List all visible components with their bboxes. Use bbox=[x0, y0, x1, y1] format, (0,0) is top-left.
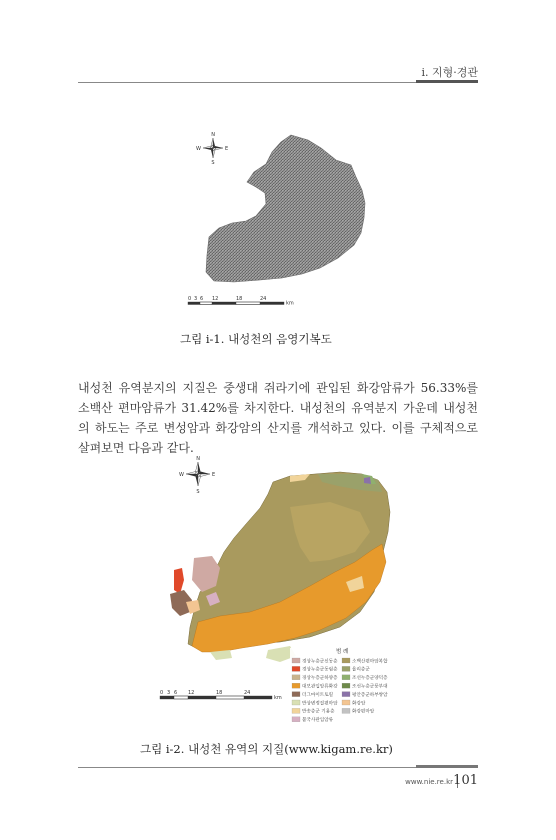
legend-label: 대보관입암류화강 bbox=[302, 684, 338, 690]
legend-label: 반상변정질편마암 bbox=[302, 701, 338, 707]
legend-label: 조선누층군양덕층 bbox=[352, 676, 388, 682]
legend-label: 경상누층군동림층 bbox=[302, 667, 338, 673]
legend-swatch bbox=[342, 658, 350, 663]
compass-s-label: S bbox=[211, 160, 215, 166]
legend-label: 화강편마암 bbox=[352, 709, 375, 715]
compass-e-label: E bbox=[212, 472, 216, 478]
svg-text:0: 0 bbox=[188, 296, 192, 302]
compass-n-label: N bbox=[196, 456, 200, 462]
legend-swatch bbox=[292, 692, 300, 697]
svg-text:12: 12 bbox=[188, 690, 195, 696]
legend-title: 범 례 bbox=[336, 649, 349, 655]
legend-label: 불국사관입암류 bbox=[302, 718, 334, 724]
compass-rose-icon bbox=[179, 456, 215, 495]
legend-label: 화강암 bbox=[352, 701, 366, 707]
legend-label: 율리층군 bbox=[352, 667, 370, 673]
geology-map bbox=[150, 452, 412, 732]
svg-text:3: 3 bbox=[194, 296, 198, 302]
legend-swatch bbox=[342, 708, 350, 713]
geo-unit-purple bbox=[364, 477, 371, 484]
legend-label: 더그마이트토릴 bbox=[302, 692, 334, 698]
svg-text:km: km bbox=[274, 695, 282, 701]
legend-swatch bbox=[292, 675, 300, 680]
legend-swatch bbox=[292, 683, 300, 688]
compass-w-label: W bbox=[196, 146, 201, 152]
compass-rose-icon bbox=[196, 132, 228, 166]
footer-rule-accent bbox=[416, 765, 478, 768]
legend-swatch bbox=[292, 700, 300, 705]
legend-swatch bbox=[342, 675, 350, 680]
watershed-relief bbox=[206, 135, 365, 282]
footer-url: www.nie.re.kr bbox=[405, 778, 453, 786]
header-rule-accent bbox=[416, 80, 478, 83]
relief-map bbox=[186, 130, 386, 322]
legend-label: 경상누층군하양층 bbox=[302, 676, 338, 682]
scale-bar bbox=[160, 690, 282, 701]
svg-text:24: 24 bbox=[260, 296, 267, 302]
legend-swatch bbox=[292, 717, 300, 722]
svg-text:18: 18 bbox=[216, 690, 223, 696]
svg-text:6: 6 bbox=[174, 690, 178, 696]
legend-swatch bbox=[342, 692, 350, 697]
legend-label: 반송층군 기용층 bbox=[302, 709, 335, 715]
legend-swatch bbox=[342, 666, 350, 671]
body-paragraph: 내성천 유역분지의 지질은 중생대 쥐라기에 관입된 화강암류가 56.33%를 소백산 편마암류가 31.42%를 차지한다. 내성천의 유역분지 가운데 내성천의 하도는 주로 변성암과 화강암의 산지를 개석하고 있다. 이를 구체적으로 살펴보면 다음과 같다. bbox=[78, 381, 478, 455]
relief-map-figure bbox=[186, 130, 386, 322]
svg-text:18: 18 bbox=[236, 296, 243, 302]
legend-swatch bbox=[342, 700, 350, 705]
svg-text:km: km bbox=[286, 300, 294, 307]
legend-label: 조선누층군풍부대 bbox=[352, 684, 388, 690]
figure-2-caption: 그림 ⅰ-2. 내성천 유역의 지질(www.kigam.re.kr) bbox=[140, 742, 393, 756]
page-number: 101 bbox=[453, 773, 478, 788]
legend-label: 경상누층군신동층 bbox=[302, 659, 338, 665]
legend-swatch bbox=[292, 708, 300, 713]
svg-text:24: 24 bbox=[244, 690, 251, 696]
compass-n-label: N bbox=[211, 132, 215, 138]
svg-text:0: 0 bbox=[160, 690, 164, 696]
geology-map-figure bbox=[150, 452, 412, 732]
legend-label: 평안층군하부쌍암 bbox=[352, 692, 388, 698]
figure-1-caption: 그림 ⅰ-1. 내성천의 음영기복도 bbox=[180, 332, 332, 346]
legend-swatch bbox=[292, 658, 300, 663]
geo-unit-red bbox=[174, 568, 184, 594]
legend-swatch bbox=[292, 666, 300, 671]
svg-text:12: 12 bbox=[212, 296, 219, 302]
compass-s-label: S bbox=[196, 489, 200, 495]
legend-swatch bbox=[342, 683, 350, 688]
section-header: i. 지형·경관 bbox=[421, 66, 478, 79]
compass-w-label: W bbox=[179, 472, 184, 478]
compass-e-label: E bbox=[225, 146, 229, 152]
legend bbox=[290, 647, 390, 732]
legend-label: 소백산편마암복합 bbox=[352, 659, 388, 665]
scale-bar bbox=[188, 296, 294, 307]
svg-text:3: 3 bbox=[167, 690, 171, 696]
svg-text:6: 6 bbox=[200, 296, 204, 302]
